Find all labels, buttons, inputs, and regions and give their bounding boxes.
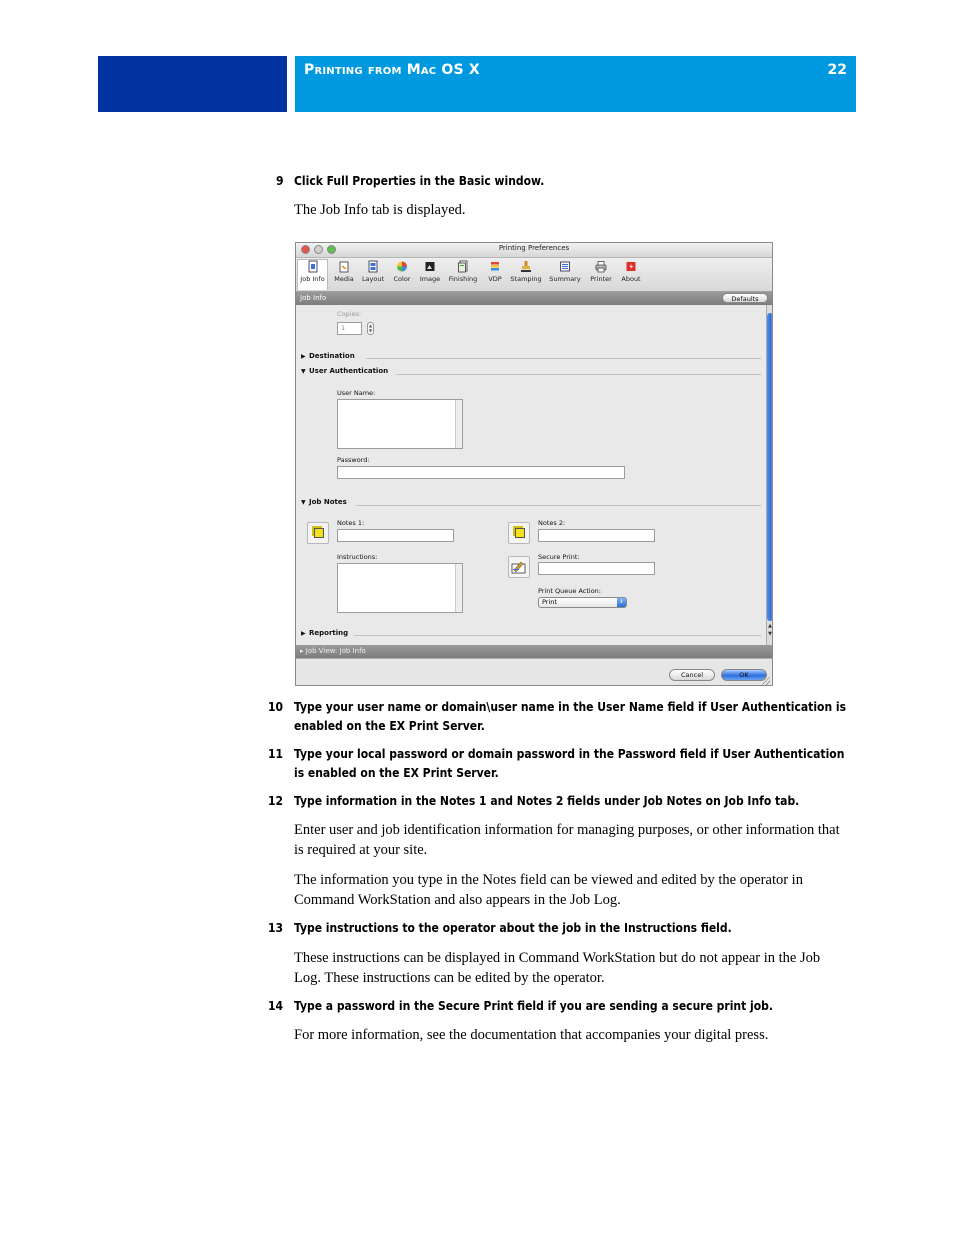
media-icon	[338, 260, 350, 273]
textarea-scrollbar[interactable]	[455, 400, 462, 448]
section-job-notes[interactable]: ▼ Job Notes	[301, 498, 347, 506]
step-13-para: These instructions can be displayed in Command WorkStation but do not appear in the Job Log. These instructions can be edited by the operator.	[294, 950, 821, 986]
instructions-field[interactable]	[337, 563, 463, 613]
step-text: Type your user name or domain\user name in the User Name field if User Authentication is enabled on the EX Print Server.	[294, 700, 847, 733]
about-icon	[625, 260, 637, 273]
job-info-icon	[307, 260, 319, 273]
step-number: 14	[268, 999, 284, 1013]
note-icon	[314, 528, 324, 538]
secure-print-icon-button[interactable]	[508, 556, 530, 578]
notes1-label: Notes 1:	[337, 519, 365, 527]
tab-about[interactable]: About	[618, 260, 644, 283]
notes2-field[interactable]	[538, 529, 655, 542]
cancel-button[interactable]: Cancel	[669, 669, 715, 681]
tab-job-info[interactable]: Job Info	[297, 259, 328, 290]
window-title: Printing Preferences	[498, 244, 570, 252]
ok-button[interactable]: OK	[721, 669, 767, 681]
running-title: Printing from Mac OS X	[304, 62, 480, 78]
divider	[354, 635, 761, 636]
scroll-up-icon[interactable]: ▲	[768, 623, 772, 629]
step-text: Click Full Properties in the Basic window.	[294, 174, 545, 188]
step-number: 12	[268, 794, 284, 808]
scroll-down-icon[interactable]: ▼	[768, 631, 772, 637]
copies-label: Copies:	[337, 310, 362, 318]
layout-icon	[367, 260, 379, 273]
vdp-icon	[489, 260, 501, 273]
divider	[356, 505, 761, 506]
disclosure-closed-icon: ▶	[301, 353, 306, 360]
disclosure-open-icon: ▼	[301, 499, 306, 506]
stamping-icon	[520, 260, 532, 273]
step-text: Type information in the Notes 1 and Notes 2 fields under Job Notes on Job Info tab.	[294, 794, 800, 808]
section-reporting[interactable]: ▶ Reporting	[301, 629, 349, 637]
current-tab-label: Job Info	[300, 294, 327, 302]
tab-stamping[interactable]: Stamping	[508, 260, 544, 283]
dialog-footer	[296, 658, 772, 686]
section-destination[interactable]: ▶ Destination	[301, 352, 355, 360]
disclosure-closed-icon: ▶	[301, 630, 306, 637]
tab-summary[interactable]: Summary	[548, 260, 582, 283]
note-icon	[515, 528, 525, 538]
tab-finishing[interactable]: Finishing	[446, 260, 480, 283]
finishing-icon	[457, 260, 469, 273]
scrollbar-thumb[interactable]	[767, 313, 773, 621]
job-info-panel	[296, 305, 766, 645]
page-number: 22	[827, 62, 847, 78]
password-field[interactable]	[337, 466, 625, 479]
copies-stepper[interactable]: ▲ ▼	[368, 323, 373, 333]
defaults-button[interactable]: Defaults	[722, 293, 768, 303]
section-user-authentication[interactable]: ▼ User Authentication	[301, 367, 389, 375]
step-12-para-2: The information you type in the Notes field can be viewed and edited by the operator in Command WorkStation and also appears in the Job Log.	[294, 872, 803, 908]
secure-print-field[interactable]	[538, 562, 655, 575]
printer-icon	[595, 260, 607, 273]
step-number: 13	[268, 921, 284, 935]
notes2-label: Notes 2:	[538, 519, 566, 527]
color-icon	[396, 260, 408, 273]
step-number: 10	[268, 700, 284, 714]
user-name-label: User Name:	[337, 389, 376, 397]
step-text: Type instructions to the operator about the job in the Instructions field.	[294, 921, 732, 935]
step-number: 9	[276, 174, 284, 188]
user-name-field[interactable]	[337, 399, 463, 449]
summary-icon	[559, 260, 571, 273]
step-9-result: The Job Info tab is displayed.	[294, 202, 466, 218]
step-12-para-1: Enter user and job identification information for managing purposes, or other information that is required at your site.	[294, 822, 840, 858]
tab-media[interactable]: Media	[332, 260, 356, 283]
tab-image[interactable]: Image	[418, 260, 442, 283]
tab-color[interactable]: Color	[390, 260, 414, 283]
password-label: Password:	[337, 456, 370, 464]
disclosure-open-icon: ▼	[301, 368, 306, 375]
header-bar	[295, 56, 856, 112]
tab-printer[interactable]: Printer	[588, 260, 614, 283]
notes1-field[interactable]	[337, 529, 454, 542]
notes1-icon-button[interactable]	[307, 522, 329, 544]
tab-layout[interactable]: Layout	[360, 260, 386, 283]
resize-grip-icon[interactable]	[762, 677, 770, 685]
image-icon	[424, 260, 436, 273]
secure-print-icon	[509, 557, 529, 577]
divider	[396, 374, 761, 375]
select-arrows-icon: ⇕	[617, 598, 626, 607]
status-bar	[296, 645, 772, 658]
step-text: Type your local password or domain password in the Password field if User Authentication is enabled on the EX Print Server.	[294, 747, 845, 780]
step-text: Type a password in the Secure Print field if you are sending a secure print job.	[294, 999, 773, 1013]
textarea-scrollbar[interactable]	[455, 564, 462, 612]
secure-print-label: Secure Print:	[538, 553, 580, 561]
printing-preferences-window	[295, 242, 773, 686]
step-number: 11	[268, 747, 284, 761]
print-queue-action-label: Print Queue Action:	[538, 587, 601, 595]
tab-header-bar	[296, 292, 772, 305]
instructions-label: Instructions:	[337, 553, 378, 561]
copies-field[interactable]: 1	[337, 322, 362, 335]
notes2-icon-button[interactable]	[508, 522, 530, 544]
step-14-para: For more information, see the documentation that accompanies your digital press.	[294, 1027, 769, 1043]
toolbar	[296, 258, 772, 292]
window-titlebar	[296, 243, 772, 258]
print-queue-action-select[interactable]: Print ⇕	[538, 597, 627, 608]
status-text: ▸ Job View: Job Info	[300, 647, 366, 655]
panel-scrollbar[interactable]	[766, 305, 773, 645]
tab-vdp[interactable]: VDP	[484, 260, 506, 283]
header-left-block	[98, 56, 287, 112]
divider	[366, 358, 761, 359]
